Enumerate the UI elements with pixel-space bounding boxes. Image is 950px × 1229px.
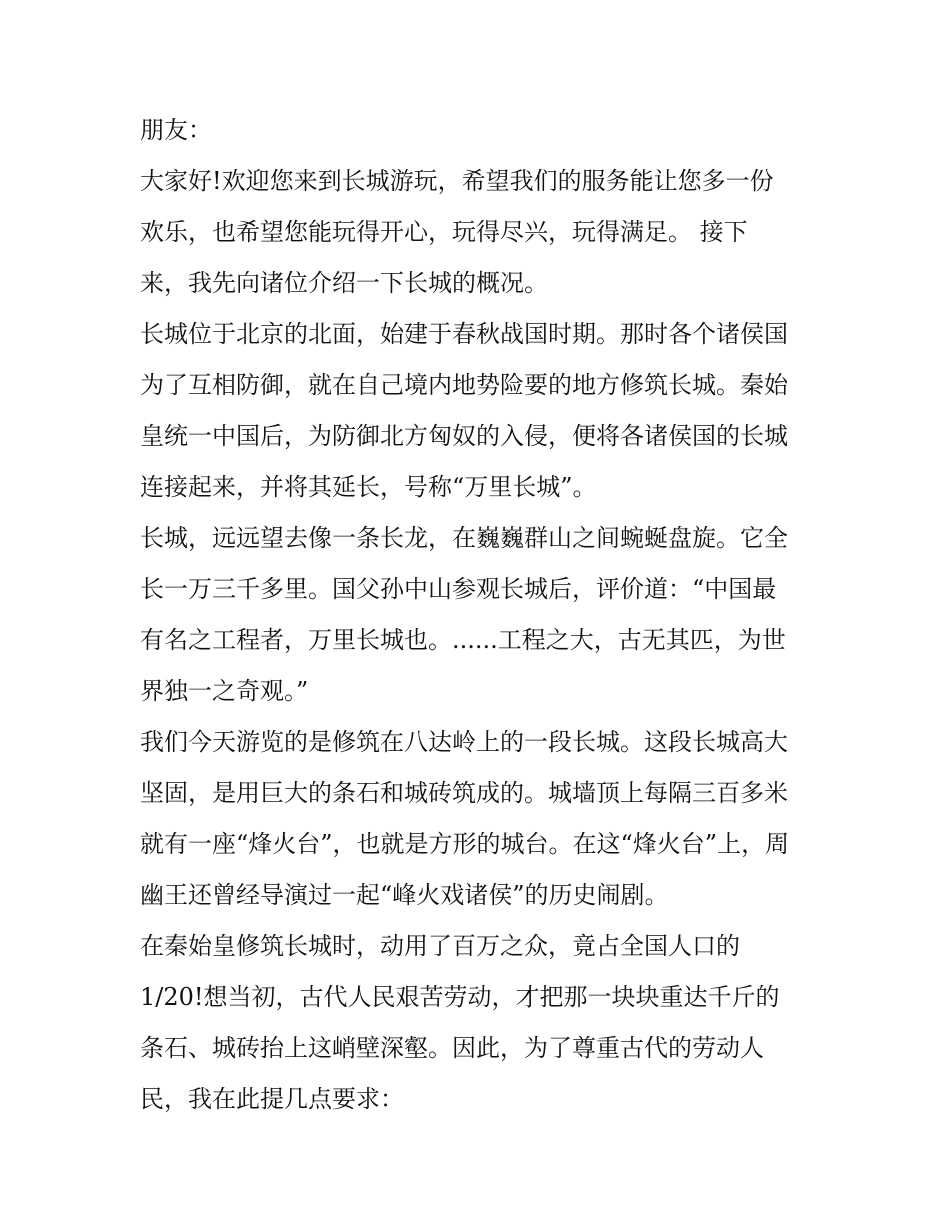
- text-line: 长一万三千多里。国父孙中山参观长城后，评价道：“中国最: [140, 575, 777, 603]
- text-line: 就有一座“烽火台”，也就是方形的城台。在这“烽火台”上，周: [140, 830, 790, 858]
- text-line: 朋友：: [140, 116, 212, 144]
- text-line: 大家好!欢迎您来到长城游玩，希望我们的服务能让您多一份: [140, 167, 774, 195]
- text-line: 界独一之奇观。”: [140, 677, 309, 705]
- text-line: 在秦始皇修筑长城时，动用了百万之众，竟占全国人口的: [140, 932, 740, 960]
- text-line: 条石、城砖抬上这峭壁深壑。因此，为了尊重古代的劳动人: [140, 1034, 764, 1062]
- body-text: [140, 105, 820, 1125]
- text-line: 民，我在此提几点要求：: [140, 1085, 404, 1113]
- text-line: 有名之工程者，万里长城也。......工程之大，古无其匹，为世: [140, 626, 786, 654]
- text-line: 坚固，是用巨大的条石和城砖筑成的。城墙顶上每隔三百多米: [140, 779, 788, 807]
- text-line: 幽王还曾经导演过一起“峰火戏诸侯”的历史闹剧。: [140, 881, 669, 909]
- text-line: 皇统一中国后，为防御北方匈奴的入侵，便将各诸侯国的长城: [140, 422, 788, 450]
- text-line: 我们今天游览的是修筑在八达岭上的一段长城。这段长城高大: [140, 728, 788, 756]
- text-line: 来，我先向诸位介绍一下长城的概况。: [140, 269, 548, 297]
- text-line: 为了互相防御，就在自己境内地势险要的地方修筑长城。秦始: [140, 371, 788, 399]
- text-line: 欢乐，也希望您能玩得开心，玩得尽兴，玩得满足。 接下: [140, 218, 748, 246]
- text-line: 1/20!想当初，古代人民艰苦劳动，才把那一块块重达千斤的: [140, 983, 780, 1011]
- text-line: 长城位于北京的北面，始建于春秋战国时期。那时各个诸侯国: [140, 320, 788, 348]
- text-line: 连接起来，并将其延长，号称“万里长城”。: [140, 473, 597, 501]
- text-line: 长城，远远望去像一条长龙，在巍巍群山之间蜿蜒盘旋。它全: [140, 524, 788, 552]
